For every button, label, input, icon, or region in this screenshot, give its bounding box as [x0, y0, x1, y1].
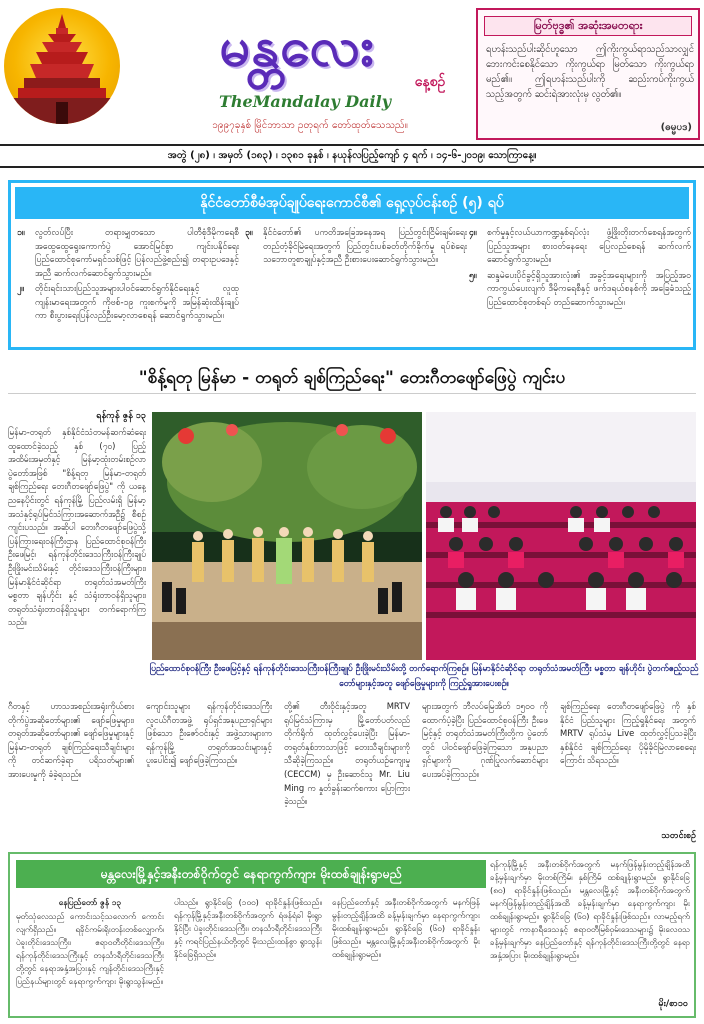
newspaper-subtitle: နေ့စဉ် [414, 74, 446, 90]
weather-column: ပါသည်။ ရွာနိုင်ခြေ (၁၀၀) ရာခိုင်နှုန်းဖြစ်သည်။ ရန်ကုန်မြို့နှင့်အနီးတစ်ဝိုက်အတွက် ရံဖန်ရံခါ မိုးရွာနိုင်ပြီး ပဲခူးတိုင်းဒေသကြီး၊ တနင်္သာရီတိုင်းဒေသကြီးနှင့် ကရင်ပြည်နယ်တို့တွင် မိုးသည်းထန်စွာ ရွာသွန်းနိုင်ခြေရှိသည်။ [174, 897, 322, 959]
article-column: ကျောင်းသူများ ရန်ကုန်တိုင်းဒေသကြီး လူငယ်ဂီတအဖွဲ့ ရုပ်ရှင်အနုပညာရှင်များ ဖြစ်သော ဦးဇော်ဝင်းနှင့် အဖွဲ့သားများက ရန်ကုန်မြို့ တရုတ်အသင်းများနှင့် ပူးပေါင်း၍ ဖျော်ဖြေခဲ့ကြသည်။ [146, 701, 272, 766]
article-column: မြန်မာ-တရုတ် နှစ်နိုင်ငံသံတမန်ဆက်ဆံရေးထူထောင်ခဲ့သည့် နှစ် (၇၀) ပြည့် အထိမ်းအမှတ်နှင့် မြန်မာ့ထုံးတမ်းစဉ်လာ ပွဲတော်အဖြစ် "စိန့်ရတု မြန်မာ-တရုတ် ချစ်ကြည်ရေး တေးဂီတဖျော်ဖြေပွဲ" ကို ယနေ့ညနေပိုင်းတွင် ရန်ကုန်မြို့ ပြည်လမ်းရှိ မြန်မာ့အသံနှင့်ရုပ်မြင်သံကြားအဆောက်အဦ၌ စီစဉ်ကျင်းပသည်။ အဆိုပါ တေးဂီတဖျော်ဖြေပွဲသို့ ပြန်ကြားရေးဝန်ကြီးဌာန ပြည်ထောင်စုဝန်ကြီး ဦးဖေမြင့်၊ ရန်ကုန်တိုင်းဒေသကြီးဝန်ကြီးချုပ် ဦးဖြိုးမင်းသိမ်းနှင့် တိုင်းဒေသကြီးဝန်ကြီးများ၊ မြန်မာနိုင်ငံဆိုင်ရာ တရုတ်သံအမတ်ကြီး မစ္စတာ ချန်ဟိုင်း နှင့် သံရုံးတာဝန်ရှိသူများ၊ တရုတ်သံရုံးတာဝန်ရှိသူများ တက်ရောက်ကြသည်။ [8, 427, 146, 628]
roadmap-column [245, 227, 467, 345]
roadmap-column [469, 227, 691, 345]
article-column: များအတွက် ဘီလပ်မြေအိတ် ၁၅၀၀ ကို ထောက်ပံ့ခဲ့ပြီး ပြည်ထောင်စုဝန်ကြီး ဦးဖေမြင့်နှင့် တရုတ်သံအမတ်ကြီးတို့က ပွဲတော်တွင် ပါဝင်ဖျော်ဖြေခဲ့ကြသော အနုပညာရှင်များကို ဂုဏ်ပြုလက်ဆောင်များ ပေးအပ်ခဲ့ကြသည်။ [422, 701, 548, 779]
dhamma-quote-text: ရဟန်းသည်ပါးဆိုင်ဟူသော ဤကိုးကွယ်ရာသည်သာလျှင် ဘေးကင်းစေနိုင်သော ကိုးကွယ်ရာ မြတ်သော ကိုးကွယ်ရာမည်၏။ ဤရဟန်းသည်ပါးကို ဆည်းကပ်ကိုးကွယ်သည့်အတွက် ဆင်းရဲအားလုံးမှ လွတ်၏။ [486, 44, 694, 100]
weather-column: ရန်ကုန်မြို့နှင့် အနီးတစ်ဝိုက်အတွက် မနက်ဖြန်မွန်းတည့်ချိန်အထိ ခန့်မှန်းချက်မှာ မိုးတစ်ကြိမ်၊ နှစ်ကြိမ် ထစ်ချုန်းရွာမည်။ ရွာနိုင်ခြေ (၈၀) ရာခိုင်နှုန်းဖြစ်သည်။ မန္တလေးမြို့နှင့် အနီးတစ်ဝိုက်အတွက် မနက်ဖြန်မွန်းတည့်ချိန်အထိ ခန့်မှန်းချက်မှာ နေရာကွက်ကျား မိုးထစ်ချုန်းရွာမည်။ ရွာနိုင်ခြေ (၆၀) ရာခိုင်နှုန်းဖြစ်သည်။ လာမည့်ရက်များတွင် ကာနာရီဒေသနှင့် ဧရာဝတီမြစ်ဝှမ်းဒေသများ၌ မိုးလေဝသ ခန့်မှန်းချက်မှာ နေပြည်တော်နှင့် ရန်ကုန်တိုင်းဒေသကြီးတို့တွင် နေရာအနှံ့အပြား မိုးထစ်ချုန်းရွာမည်။ [490, 859, 690, 960]
photo-caption: ပြည်ထောင်စုဝန်ကြီး ဦးဖေမြင့်နှင့် ရန်ကုန်တိုင်းဒေသကြီးဝန်ကြီးချုပ် ဦးဖြိုးမင်းသိမ်းတို့ တက်ရောက်ကြစဉ်။ မြန်မာနိုင်ငံဆိုင်ရာ တရုတ်သံအမတ်ကြီး မစ္စတာ ချန်ဟိုင်း ပွဲတက်ဧည့်သည်တော်များနှင့်အတူ ဖျော်ဖြေမှုများကို ကြည့်ရှုအားပေးစဉ်။ [149, 664, 699, 689]
roadmap-item: ၁။ လွတ်လပ်ပြီး တရားမျှတသော ပါတီစုံဒီမိုကရေစီ အထွေထွေရွေးကောက်ပွဲ အောင်မြင်စွာ ကျင်းပနိုင်ရေး ပြည်ထောင်စုကော်မရှင်သစ်ဖြင့် ပြန်လည်ဖွဲ့စည်း၍ တရားဥပဒေနှင့်အညီ ဆက်လက်ဆောင်ရွက်သွားမည်။ [17, 228, 239, 279]
issue-info-line: အတွဲ (၂၈) ၊ အမှတ် (၁၈၃) ၊ ၁၃၈၁ ခုနှစ် ၊ နယုန်လပြည့်ကျော် ၄ ရက် ၊ ၁၄-၆-၂၀၁၉၊ သောကြာနေ့။ [0, 144, 704, 168]
roadmap-box [8, 180, 696, 350]
article-dateline: ရန်ကုန် ဇွန် ၁၃ [96, 411, 146, 421]
dhamma-quote-box [476, 8, 700, 140]
roadmap-item: ၂။ တိုင်းရင်းသားပြည်သူအများပါဝင်ဆောင်ရွက်နိုင်ရေးနှင့် လူထုကျန်းမာရေးအတွက် ကိုဗစ်-၁၉ ကူးစက်မှုကို အမြန်ဆုံးထိန်းချုပ်ကာ စီးပွားရေးပြန်လည်ဦးမော့လာစေရန် ဆောင်ရွက်သွားမည်။ [17, 284, 239, 321]
article-column: ဂီတနှင့် ဟာသအစည်းအရုံးကိုယ်စား တိုက်ပွဲအဆိုတော်များ၏ ဖျော်ဖြေမှုများ၊ တရုတ်အဆိုတော်များ၏ ဖျော်ဖြေမှုများနှင့် မြန်မာ-တရုတ် ချစ်ကြည်ရေးသီချင်းများကို တင်ဆက်ခဲ့ရာ ပရိသတ်များ၏ အားပေးမှုကို ခံခဲ့ရသည်။ [8, 701, 134, 779]
palace-spire-icon [4, 8, 120, 124]
roadmap-title: နိုင်ငံတော်စီမံအုပ်ချုပ်ရေးကောင်စီ၏ ရှေ့လုပ်ငန်းစဉ် (၅) ရပ် [15, 187, 689, 219]
roadmap-item: ၃။ နိုင်ငံတော်၏ ပကတိအခြေအနေအရ ပြည်တွင်းငြိမ်းချမ်းရေး တည်တံ့ခိုင်မြဲရေးအတွက် ပြည်တွင်းပစ်ခတ်တိုက်ခိုက်မှု ရပ်စဲရေး သဘောတူစာချုပ်နှင့်အညီ ဦးစားပေးဆောင်ရွက်သွားမည်။ [245, 228, 467, 265]
english-title: TheMandalay Daily [219, 92, 391, 111]
weather-article-box [8, 852, 696, 1018]
article-column: တို့၏ တီးဝိုင်းနှင့်အတူ MRTV ရုပ်မြင်သံကြားမှ မြို့တော်ပတ်လည် တိုက်ရိုက် ထုတ်လွှင့်ပေးခဲ့ပြီး မြန်မာ-တရုတ်နှစ်ဘာသာဖြင့် တေးသီချင်းများကို သီဆိုခဲ့ကြသည်။ တရုတ်ယဉ်ကျေးမှု (CECCM) မှ ဦးဆောင်သူ Mr. Liu Ming က နှုတ်ခွန်းဆက်စကား ပြောကြားခဲ့သည်။ [284, 701, 410, 807]
roadmap-item: ၅။ ဆန္ဒမဲပေးပိုင်ခွင့်ရှိသူအားလုံး၏ အခွင့်အရေးများကို အပြည့်အဝ ကာကွယ်ပေးလျက် ဒီမိုကရေစီနှင့် ဖက်ဒရယ်စနစ်ကို အခြေခံသည့် ပြည်ထောင်စုတစ်ရပ် တည်ဆောက်သွားမည်။ [469, 270, 691, 308]
dhamma-quote-source: (ဓမ္မပဒ) [660, 122, 692, 133]
article-signature: သတင်းစဉ် [661, 831, 696, 841]
audience-photo [426, 412, 696, 660]
roadmap-column [17, 227, 239, 345]
weather-column: နေပြည်တော်နှင့် အနီးတစ်ဝိုက်အတွက် မနက်ဖြန်မွန်းတည့်ချိန်အထိ ခန့်မှန်းချက်မှာ နေရာကွက်ကျား မိုးထစ်ချုန်းရွာမည်။ ရွာနိုင်ခြေ (၆၀) ရာခိုင်နှုန်း ဖြစ်သည်။ မန္တလေးမြို့နှင့်အနီးတစ်ဝိုက်အတွက် မိုးထစ်ချုန်းရွာမည်။ [332, 897, 480, 959]
article-column: ချစ်ကြည်ရေး တေးဂီတဖျော်ဖြေပွဲ ကို နှစ်နိုင်ငံ ပြည်သူများ ကြည့်ရှုနိုင်ရေး အတွက် MRTV ရုပ်သံမှ Live ထုတ်လွှင့်ပြသခဲ့ပြီး နှစ်နိုင်ငံ ချစ်ကြည်ရေး ပိုမိုခိုင်မြဲလာစေရေး ကြောင်း သိရသည်။ [560, 701, 696, 766]
tagline: ၁၉၉၇ခုနှစ် မြိုင်ဘာသာ ဥတုရက် တော်ထုတ်သေသည်။ [212, 120, 408, 131]
page-continuation: မိုး/စာ၁၀ [658, 999, 688, 1009]
stage-performance-photo [152, 412, 422, 660]
weather-column: နေပြည်တော် ဇွန် ၁၃ မုတ်သုံလေသည် ကောင်းသင့်သလောက် ကောင်းလျက်ရှိသည်။ ရခိုင်ကမ်းရိုးတန်းတစ်လျှောက်၊ ပဲခူးတိုင်းဒေသကြီး၊ ဧရာဝတီတိုင်းဒေသကြီး၊ ရန်ကုန်တိုင်းဒေသကြီးနှင့် တနင်္သာရီတိုင်းဒေသကြီးတို့တွင် နေရာအနှံ့အပြားနှင့် ကျန်တိုင်းဒေသကြီးနှင့် ပြည်နယ်များတွင် နေရာကွက်ကျား မိုးရွာသွန်းမည်။ [16, 897, 164, 986]
roadmap-item: ၄။ စက်မှုနှင့်လယ်ယာကဏ္ဍနှစ်ရပ်လုံး ဖွံ့ဖြိုးတိုးတက်စေရန်အတွက် ပြည်သူအများ စားဝတ်နေရေး ပြေလည်စေရန် ဆက်လက်ဆောင်ရွက်သွားမည်။ [469, 228, 691, 265]
weather-dateline: နေပြည်တော် ဇွန် ၁၃ [58, 897, 122, 907]
dhamma-quote-title: မြတ်ဗုဒ္ဓ၏ အဆုံးအမတရား [484, 16, 692, 36]
newspaper-title: မန္တလေး [219, 14, 375, 78]
newspaper-logo [4, 8, 120, 124]
festival-headline: "စိန့်ရတု မြန်မာ - တရုတ် ချစ်ကြည်ရေး" တေးဂီတဖျော်ဖြေပွဲ ကျင်းပ [8, 362, 696, 394]
weather-headline: မန္တလေးမြို့နှင့်အနီးတစ်ဝိုက်တွင် နေရာကွက်ကျား မိုးထစ်ချုန်းရွာမည် [16, 860, 486, 888]
